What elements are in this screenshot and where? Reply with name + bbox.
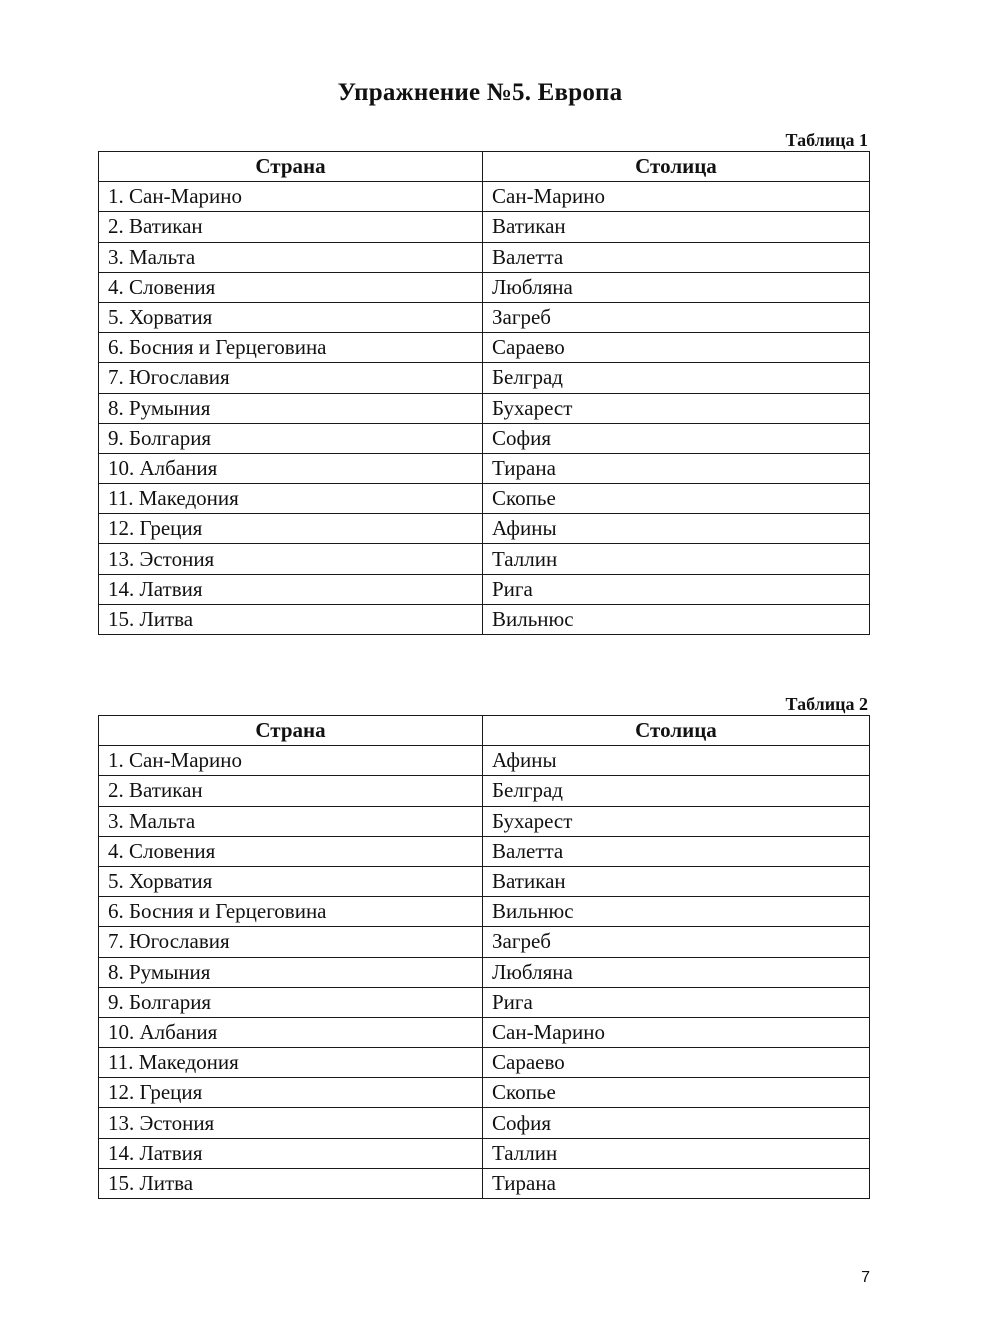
country-cell: 13. Эстония [99, 1108, 483, 1138]
country-cell: 2. Ватикан [99, 212, 483, 242]
table-row [99, 302, 870, 332]
capital-cell: Таллин [483, 1138, 870, 1168]
country-cell: 1. Сан-Марино [99, 182, 483, 212]
country-cell: 14. Латвия [99, 1138, 483, 1168]
country-cell: 5. Хорватия [99, 302, 483, 332]
capital-cell: Белград [483, 776, 870, 806]
page-title: Упражнение №5. Европа [337, 79, 623, 106]
capital-cell: Рига [483, 987, 870, 1017]
table-row [99, 574, 870, 604]
table-row [99, 393, 870, 423]
table-row [99, 423, 870, 453]
table-header-row [99, 716, 870, 746]
table-2-caption: Таблица 2 [785, 694, 868, 714]
country-cell: 9. Болгария [99, 423, 483, 453]
capital-cell: Сан-Марино [483, 1017, 870, 1047]
country-cell: 3. Мальта [99, 806, 483, 836]
country-cell: 7. Югославия [99, 363, 483, 393]
capital-cell: Рига [483, 574, 870, 604]
country-cell: 2. Ватикан [99, 776, 483, 806]
country-cell: 6. Босния и Герцеговина [99, 333, 483, 363]
table-row [99, 776, 870, 806]
table-row [99, 242, 870, 272]
capital-cell: Таллин [483, 544, 870, 574]
table-row [99, 1168, 870, 1198]
capital-cell: Афины [483, 514, 870, 544]
capital-cell: Тирана [483, 453, 870, 483]
country-cell: 8. Румыния [99, 393, 483, 423]
column-header-country: Страна [99, 152, 483, 182]
capital-cell: Ватикан [483, 212, 870, 242]
table-row [99, 746, 870, 776]
capital-cell: Вильнюс [483, 604, 870, 634]
table-1-caption: Таблица 1 [785, 130, 868, 150]
capital-cell: Ватикан [483, 866, 870, 896]
table-1 [98, 151, 870, 635]
country-cell: 5. Хорватия [99, 866, 483, 896]
country-cell: 12. Греция [99, 1078, 483, 1108]
capital-cell: Бухарест [483, 393, 870, 423]
capital-cell: Загреб [483, 302, 870, 332]
capital-cell: София [483, 423, 870, 453]
column-header-capital: Столица [483, 152, 870, 182]
table-row [99, 987, 870, 1017]
table-row [99, 957, 870, 987]
table-row [99, 1138, 870, 1168]
capital-cell: София [483, 1108, 870, 1138]
country-cell: 1. Сан-Марино [99, 746, 483, 776]
table-header-row [99, 152, 870, 182]
table-row [99, 604, 870, 634]
country-cell: 9. Болгария [99, 987, 483, 1017]
capital-cell: Любляна [483, 272, 870, 302]
country-cell: 10. Албания [99, 1017, 483, 1047]
table-row [99, 182, 870, 212]
table-row [99, 1078, 870, 1108]
table-row [99, 927, 870, 957]
table-row [99, 453, 870, 483]
table-row [99, 836, 870, 866]
capital-cell: Афины [483, 746, 870, 776]
capital-cell: Валетта [483, 836, 870, 866]
country-cell: 4. Словения [99, 836, 483, 866]
table-row [99, 1048, 870, 1078]
country-cell: 11. Македония [99, 1048, 483, 1078]
page-number: 7 [861, 1269, 870, 1286]
country-cell: 12. Греция [99, 514, 483, 544]
country-cell: 4. Словения [99, 272, 483, 302]
table-row [99, 272, 870, 302]
country-cell: 15. Литва [99, 1168, 483, 1198]
country-cell: 13. Эстония [99, 544, 483, 574]
capital-cell: Скопье [483, 1078, 870, 1108]
country-cell: 11. Македония [99, 484, 483, 514]
capital-cell: Сан-Марино [483, 182, 870, 212]
column-header-country: Страна [99, 716, 483, 746]
country-cell: 6. Босния и Герцеговина [99, 897, 483, 927]
capital-cell: Сараево [483, 1048, 870, 1078]
capital-cell: Белград [483, 363, 870, 393]
table-row [99, 544, 870, 574]
table-row [99, 363, 870, 393]
capital-cell: Сараево [483, 333, 870, 363]
table-row [99, 484, 870, 514]
column-header-capital: Столица [483, 716, 870, 746]
country-cell: 3. Мальта [99, 242, 483, 272]
table-row [99, 212, 870, 242]
table-row [99, 897, 870, 927]
capital-cell: Валетта [483, 242, 870, 272]
capital-cell: Скопье [483, 484, 870, 514]
table-2 [98, 715, 870, 1199]
table-row [99, 806, 870, 836]
country-cell: 14. Латвия [99, 574, 483, 604]
country-cell: 8. Румыния [99, 957, 483, 987]
country-cell: 7. Югославия [99, 927, 483, 957]
table-row [99, 866, 870, 896]
capital-cell: Бухарест [483, 806, 870, 836]
capital-cell: Загреб [483, 927, 870, 957]
country-cell: 10. Албания [99, 453, 483, 483]
country-cell: 15. Литва [99, 604, 483, 634]
table-row [99, 1108, 870, 1138]
capital-cell: Вильнюс [483, 897, 870, 927]
table-row [99, 514, 870, 544]
capital-cell: Тирана [483, 1168, 870, 1198]
table-row [99, 333, 870, 363]
table-row [99, 1017, 870, 1047]
capital-cell: Любляна [483, 957, 870, 987]
